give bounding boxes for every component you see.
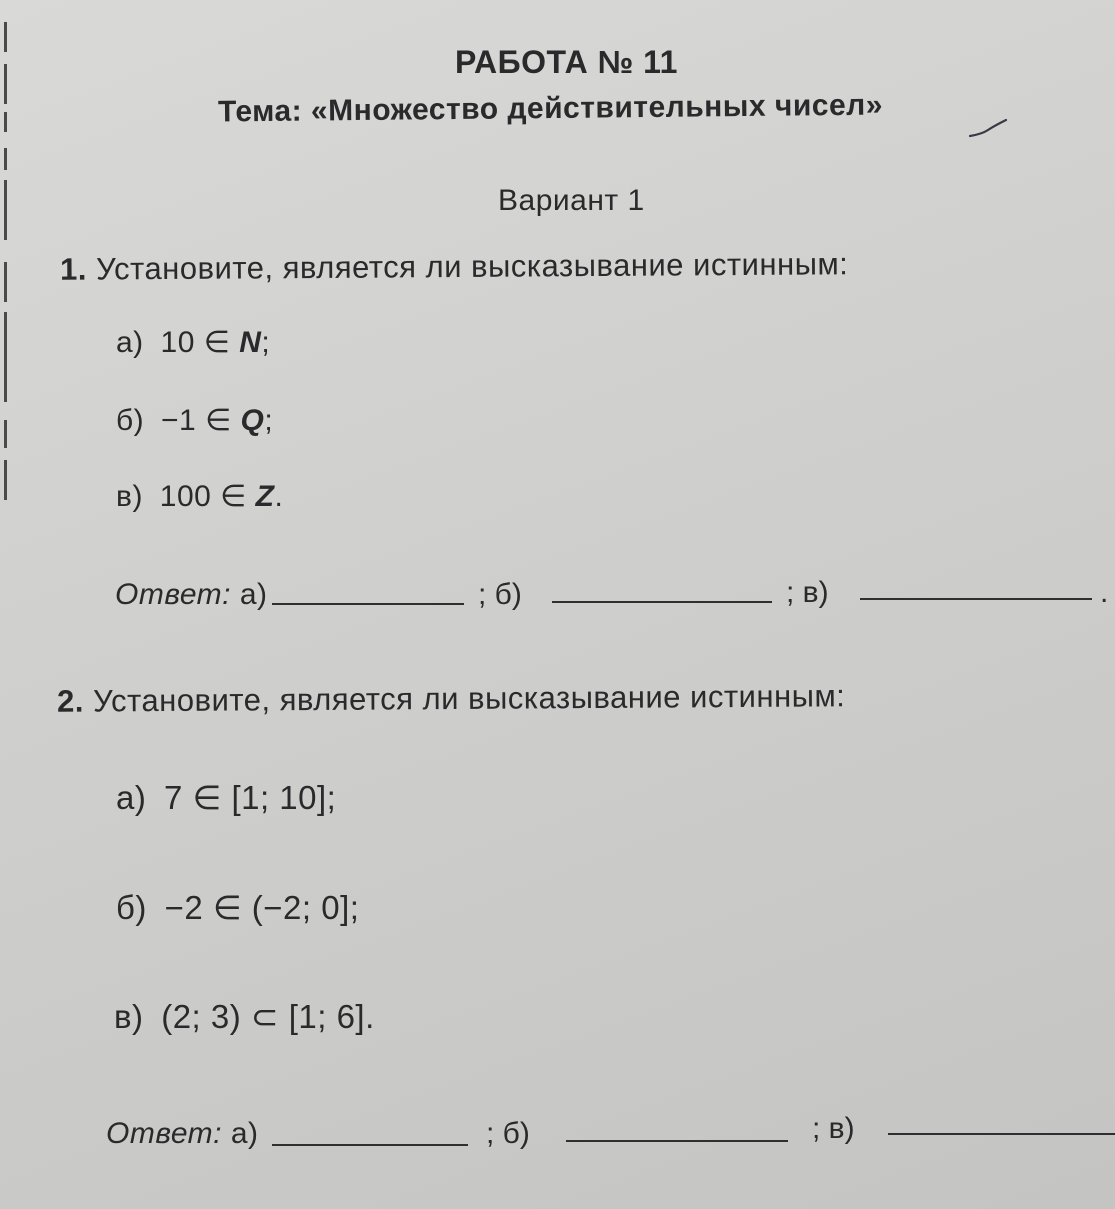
task-1-prompt [60, 246, 849, 288]
task-1-answer-a-blank[interactable] [272, 603, 464, 605]
task-1-text: Установите, является ли высказывание истинным: [95, 246, 849, 287]
topic-heading: Тема: «Множество действительных чисел» [217, 88, 884, 129]
item-label: в) [116, 480, 143, 513]
task-1-answer-label [115, 578, 268, 612]
work-title: РАБОТА № 11 [455, 44, 678, 80]
answer-word: Ответ: [106, 1117, 222, 1150]
task-1-answer-c-blank[interactable] [860, 598, 1092, 600]
item-label: а) [116, 326, 144, 359]
task-1-answer-b-blank[interactable] [552, 601, 772, 603]
task-1-number: 1. [59, 251, 87, 287]
task-2-item-a [116, 778, 336, 817]
task-1-answer-c-label: ; в) [786, 576, 829, 609]
task-2-prompt [57, 678, 846, 720]
task-2-answer-b-label: ; б) [486, 1117, 530, 1150]
task-1-answer-b-label: ; б) [478, 578, 522, 611]
item-expression: −1 ∈ Q; [161, 404, 274, 437]
item-expression: −2 ∈ (−2; 0]; [164, 889, 360, 926]
task-1-item-b [116, 403, 273, 438]
task-1-item-c [116, 479, 283, 514]
task-2-item-b [116, 888, 359, 927]
item-label: в) [114, 998, 144, 1035]
task-2-answer-c-blank[interactable] [888, 1133, 1115, 1135]
task-2-number: 2. [56, 683, 84, 719]
item-expression: 7 ∈ [1; 10]; [164, 779, 337, 816]
task-2-answer-c-label: ; в) [812, 1112, 855, 1145]
task-2-text: Установите, является ли высказывание истинным: [92, 678, 846, 719]
item-expression: (2; 3) ⊂ [1; 6]. [161, 998, 375, 1035]
task-1-item-a [116, 325, 270, 360]
item-label: б) [116, 404, 145, 437]
item-expression: 10 ∈ N; [160, 326, 271, 359]
answer-a-label: а) [230, 1117, 259, 1150]
item-label: а) [116, 779, 147, 816]
answer-a-label: а) [239, 578, 268, 611]
left-edge-marks [0, 0, 14, 1209]
variant-label: Вариант 1 [498, 184, 645, 217]
pen-mark-icon [968, 118, 1008, 142]
answer-word: Ответ: [115, 578, 231, 611]
task-2-answer-a-blank[interactable] [272, 1144, 468, 1146]
task-2-answer-label [106, 1117, 259, 1151]
task-2-answer-b-blank[interactable] [566, 1140, 788, 1142]
item-expression: 100 ∈ Z. [159, 480, 284, 513]
item-label: б) [116, 889, 147, 926]
task-2-item-c [114, 997, 375, 1036]
task-1-answer-end: . [1100, 576, 1109, 609]
